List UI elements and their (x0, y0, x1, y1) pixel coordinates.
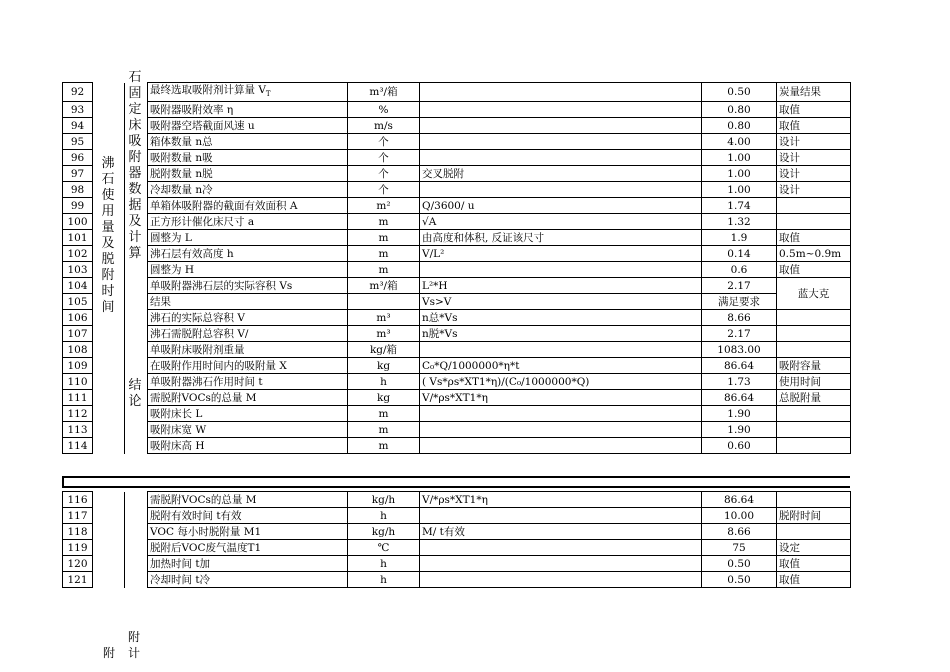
table-row (63, 214, 851, 230)
value-cell[interactable]: 1083.00 (702, 342, 777, 358)
description-cell[interactable]: 吸附床高 H (148, 438, 348, 454)
group-cell-1[interactable] (93, 422, 125, 438)
row-number[interactable]: 114 (63, 438, 93, 454)
note-cell[interactable]: 取值 (777, 572, 851, 588)
group-cell-1[interactable] (93, 358, 125, 374)
description-cell[interactable]: 吸附床宽 W (148, 422, 348, 438)
table-row (63, 83, 851, 102)
group-cell-2[interactable] (125, 294, 148, 310)
group-cell-2[interactable] (125, 556, 148, 572)
description-cell[interactable]: 需脱附VOCs的总量 M (148, 390, 348, 406)
formula-cell[interactable] (420, 118, 702, 134)
value-cell[interactable]: 8.66 (702, 524, 777, 540)
formula-cell[interactable] (420, 150, 702, 166)
unit-cell[interactable]: m (348, 214, 420, 230)
value-cell[interactable]: 0.6 (702, 262, 777, 278)
table-row (63, 406, 851, 422)
row-number[interactable]: 94 (63, 118, 93, 134)
description-cell[interactable]: 沸石的实际总容积 V (148, 310, 348, 326)
value-cell[interactable]: 86.64 (702, 492, 777, 508)
formula-cell[interactable]: M/ t有效 (420, 524, 702, 540)
table-row (63, 326, 851, 342)
row-number[interactable]: 121 (63, 572, 93, 588)
formula-cell[interactable]: 由高度和体积, 反证该尺寸 (420, 230, 702, 246)
row-number[interactable]: 100 (63, 214, 93, 230)
unit-cell[interactable]: kg (348, 390, 420, 406)
group-cell-2[interactable] (125, 262, 148, 278)
table-row (63, 310, 851, 326)
formula-cell[interactable] (420, 406, 702, 422)
formula-cell[interactable]: Vs>V (420, 294, 702, 310)
row-number[interactable]: 99 (63, 198, 93, 214)
group-cell-2[interactable] (125, 342, 148, 358)
value-cell[interactable]: 75 (702, 540, 777, 556)
unit-cell[interactable]: kg/h (348, 492, 420, 508)
group-cell-1[interactable] (93, 342, 125, 358)
group-cell-1[interactable] (93, 102, 125, 118)
unit-cell[interactable]: kg/h (348, 524, 420, 540)
table-row (63, 358, 851, 374)
description-cell[interactable]: 沸石层有效高度 h (148, 246, 348, 262)
unit-cell[interactable]: m (348, 246, 420, 262)
row-number[interactable]: 105 (63, 294, 93, 310)
value-cell[interactable]: 1.32 (702, 214, 777, 230)
note-cell[interactable] (777, 438, 851, 454)
value-cell[interactable]: 0.50 (702, 572, 777, 588)
row-number[interactable]: 112 (63, 406, 93, 422)
description-cell[interactable]: VOC 每小时脱附量 M1 (148, 524, 348, 540)
description-cell[interactable]: 单吸附器沸石作用时间 t (148, 374, 348, 390)
unit-cell[interactable]: h (348, 374, 420, 390)
formula-cell[interactable] (420, 422, 702, 438)
row-number[interactable]: 119 (63, 540, 93, 556)
formula-cell[interactable]: 交叉脱附 (420, 166, 702, 182)
value-cell[interactable]: 1.00 (702, 182, 777, 198)
row-number[interactable]: 106 (63, 310, 93, 326)
note-cell[interactable] (777, 342, 851, 358)
note-cell[interactable]: 设定 (777, 540, 851, 556)
description-cell[interactable]: 单吸附床吸附剂重量 (148, 342, 348, 358)
group-cell-2[interactable] (125, 540, 148, 556)
unit-cell[interactable]: kg (348, 358, 420, 374)
row-number[interactable]: 95 (63, 134, 93, 150)
footer-char-3: 计 (128, 646, 141, 660)
table-row (63, 508, 851, 524)
formula-cell[interactable] (420, 540, 702, 556)
row-number[interactable]: 103 (63, 262, 93, 278)
note-cell[interactable]: 取值 (777, 118, 851, 134)
value-cell[interactable]: 8.66 (702, 310, 777, 326)
description-cell[interactable]: 圆整为 L (148, 230, 348, 246)
value-cell[interactable]: 满足要求 (702, 294, 777, 310)
group-cell-1[interactable] (93, 390, 125, 406)
description-cell[interactable]: 沸石需脱附总容积 V/ (148, 326, 348, 342)
note-cell[interactable]: 设计 (777, 166, 851, 182)
note-cell[interactable] (777, 326, 851, 342)
row-number[interactable]: 102 (63, 246, 93, 262)
note-cell[interactable] (777, 422, 851, 438)
table-row (63, 374, 851, 390)
value-cell[interactable]: 0.14 (702, 246, 777, 262)
group-cell-1[interactable] (93, 438, 125, 454)
formula-cell[interactable] (420, 83, 702, 102)
group-cell-2[interactable] (125, 422, 148, 438)
note-cell[interactable]: 使用时间 (777, 374, 851, 390)
note-cell[interactable] (777, 310, 851, 326)
table-row (63, 390, 851, 406)
table-row (63, 492, 851, 508)
note-cell[interactable]: 取值 (777, 262, 851, 278)
value-cell[interactable]: 86.64 (702, 390, 777, 406)
description-cell[interactable]: 吸附数量 n吸 (148, 150, 348, 166)
row-number[interactable]: 109 (63, 358, 93, 374)
unit-cell[interactable]: m³/箱 (348, 83, 420, 102)
formula-cell[interactable] (420, 134, 702, 150)
table-row (63, 524, 851, 540)
group-cell-1[interactable] (93, 406, 125, 422)
formula-cell[interactable]: ( Vs*ρs*XT1*η)/(C₀/1000000*Q) (420, 374, 702, 390)
group-cell-1[interactable] (93, 492, 125, 508)
row-number[interactable]: 101 (63, 230, 93, 246)
group-cell-1[interactable] (93, 134, 125, 150)
description-text: 最终选取吸附剂计算量 V (150, 84, 266, 96)
description-cell[interactable]: 单箱体吸附器的截面有效面积 A (148, 198, 348, 214)
unit-cell[interactable]: % (348, 102, 420, 118)
unit-cell[interactable]: h (348, 556, 420, 572)
description-cell[interactable]: 需脱附VOCs的总量 M (148, 492, 348, 508)
table-row (63, 278, 851, 294)
row-number[interactable]: 104 (63, 278, 93, 294)
row-number[interactable]: 108 (63, 342, 93, 358)
group-label-zeolite-text: 沸 石 使 用 量 及 脱 附 时 间 (101, 156, 115, 315)
note-cell[interactable] (777, 406, 851, 422)
group-cell-1[interactable] (93, 572, 125, 588)
value-cell[interactable]: 1.9 (702, 230, 777, 246)
value-cell[interactable]: 10.00 (702, 508, 777, 524)
note-cell[interactable] (777, 524, 851, 540)
formula-cell[interactable]: L²*H (420, 278, 702, 294)
note-cell[interactable]: 取值 (777, 230, 851, 246)
value-cell[interactable]: 2.17 (702, 278, 777, 294)
value-cell[interactable]: 1.90 (702, 406, 777, 422)
value-cell[interactable]: 2.17 (702, 326, 777, 342)
note-cell[interactable] (777, 198, 851, 214)
group-cell-2[interactable] (125, 492, 148, 508)
table-row (63, 342, 851, 358)
description-cell[interactable] (148, 83, 348, 102)
row-number[interactable]: 116 (63, 492, 93, 508)
note-cell[interactable]: 设计 (777, 182, 851, 198)
unit-cell[interactable]: 个 (348, 182, 420, 198)
description-cell[interactable]: 结果 (148, 294, 348, 310)
value-cell[interactable]: 0.80 (702, 118, 777, 134)
row-number[interactable]: 107 (63, 326, 93, 342)
unit-cell[interactable]: 个 (348, 166, 420, 182)
group-label-conclusion (127, 378, 143, 410)
description-cell[interactable]: 冷却数量 n冷 (148, 182, 348, 198)
group-cell-2[interactable] (125, 326, 148, 342)
formula-cell[interactable]: n总*Vs (420, 310, 702, 326)
value-cell[interactable]: 0.60 (702, 438, 777, 454)
table-row (63, 166, 851, 182)
formula-cell[interactable]: n脱*Vs (420, 326, 702, 342)
unit-cell[interactable]: 个 (348, 150, 420, 166)
formula-cell[interactable] (420, 572, 702, 588)
unit-cell[interactable]: m² (348, 198, 420, 214)
table-row (63, 438, 851, 454)
formula-cell[interactable] (420, 182, 702, 198)
value-cell[interactable]: 4.00 (702, 134, 777, 150)
formula-cell[interactable]: V/L² (420, 246, 702, 262)
group-cell-1[interactable] (93, 508, 125, 524)
note-cell[interactable]: 脱附时间 (777, 508, 851, 524)
group-label-conclusion-text: 结 论 (128, 378, 142, 409)
unit-cell[interactable]: m (348, 230, 420, 246)
group-cell-1[interactable] (93, 556, 125, 572)
value-cell[interactable]: 86.64 (702, 358, 777, 374)
unit-cell[interactable] (348, 294, 420, 310)
table-row (63, 540, 851, 556)
description-cell[interactable]: 单吸附器沸石层的实际容积 Vs (148, 278, 348, 294)
formula-cell[interactable] (420, 438, 702, 454)
group-cell-1[interactable] (93, 524, 125, 540)
unit-cell[interactable]: ℃ (348, 540, 420, 556)
group-cell-2[interactable] (125, 524, 148, 540)
description-cell[interactable]: 在吸附作用时间内的吸附量 X (148, 358, 348, 374)
group-cell-1[interactable] (93, 326, 125, 342)
row-number[interactable]: 97 (63, 166, 93, 182)
group-cell-2[interactable] (125, 572, 148, 588)
description-cell[interactable]: 冷却时间 t冷 (148, 572, 348, 588)
row-number[interactable]: 92 (63, 83, 93, 102)
calc-table-top (62, 82, 851, 454)
description-cell[interactable]: 脱附有效时间 t有效 (148, 508, 348, 524)
table-row (63, 150, 851, 166)
group-label-fixed-bed-text: 石 固 定 床 吸 附 器 数 据 及 计 算 (128, 70, 142, 261)
note-cell[interactable]: 设计 (777, 150, 851, 166)
formula-cell[interactable]: V/*ρs*XT1*η (420, 390, 702, 406)
group-cell-2[interactable] (125, 278, 148, 294)
description-cell[interactable]: 吸附器空塔截面风速 u (148, 118, 348, 134)
description-subscript: T (265, 90, 271, 99)
row-number[interactable]: 110 (63, 374, 93, 390)
unit-cell[interactable]: kg/箱 (348, 342, 420, 358)
note-cell[interactable]: 0.5m~0.9m (777, 246, 851, 262)
formula-cell[interactable] (420, 102, 702, 118)
value-cell[interactable]: 1.90 (702, 422, 777, 438)
description-cell[interactable]: 箱体数量 n总 (148, 134, 348, 150)
formula-cell[interactable] (420, 556, 702, 572)
unit-cell[interactable]: m³/箱 (348, 278, 420, 294)
table-row (63, 198, 851, 214)
table-row (63, 422, 851, 438)
note-cell[interactable]: 吸附容量 (777, 358, 851, 374)
table-row (63, 572, 851, 588)
group-cell-1[interactable] (93, 374, 125, 390)
table-row (63, 102, 851, 118)
table-row (63, 230, 851, 246)
merged-note-cell[interactable]: 蓝大克 (777, 278, 851, 310)
note-cell[interactable]: 炭量结果 (777, 83, 851, 102)
value-cell[interactable]: 1.74 (702, 198, 777, 214)
formula-cell[interactable] (420, 342, 702, 358)
group-cell-2[interactable] (125, 310, 148, 326)
description-cell[interactable]: 正方形计催化床尺寸 a (148, 214, 348, 230)
value-cell[interactable]: 0.50 (702, 556, 777, 572)
footer-char-1: 附 (128, 630, 141, 644)
formula-cell[interactable] (420, 508, 702, 524)
row-number[interactable]: 118 (63, 524, 93, 540)
note-cell[interactable]: 总脱附量 (777, 390, 851, 406)
unit-cell[interactable]: 个 (348, 134, 420, 150)
formula-cell[interactable]: C₀*Q/1000000*η*t (420, 358, 702, 374)
table-row (63, 246, 851, 262)
group-cell-1[interactable] (93, 540, 125, 556)
row-number[interactable]: 111 (63, 390, 93, 406)
row-number[interactable]: 93 (63, 102, 93, 118)
note-cell[interactable] (777, 492, 851, 508)
group-cell-2[interactable] (125, 508, 148, 524)
unit-cell[interactable]: m³ (348, 326, 420, 342)
group-label-fixed-bed (127, 70, 143, 262)
row-number[interactable]: 120 (63, 556, 93, 572)
group-cell-1[interactable] (93, 83, 125, 102)
value-cell[interactable]: 0.80 (702, 102, 777, 118)
value-cell[interactable]: 1.73 (702, 374, 777, 390)
table-row (63, 556, 851, 572)
unit-cell[interactable]: m (348, 406, 420, 422)
table-row (63, 118, 851, 134)
unit-cell[interactable]: m (348, 262, 420, 278)
table-row (63, 182, 851, 198)
table-row (63, 262, 851, 278)
note-cell[interactable] (777, 214, 851, 230)
unit-cell[interactable]: h (348, 572, 420, 588)
group-cell-2[interactable] (125, 438, 148, 454)
formula-cell[interactable] (420, 262, 702, 278)
group-label-zeolite (100, 156, 116, 316)
formula-cell[interactable]: V/*ρs*XT1*η (420, 492, 702, 508)
formula-cell[interactable]: Q/3600/ u (420, 198, 702, 214)
calc-table-bottom (62, 491, 851, 588)
note-cell[interactable]: 设计 (777, 134, 851, 150)
row-number[interactable]: 98 (63, 182, 93, 198)
description-cell[interactable]: 脱附后VOC废气温度T1 (148, 540, 348, 556)
formula-cell[interactable]: √A (420, 214, 702, 230)
table-row (63, 294, 851, 310)
value-cell[interactable]: 0.50 (702, 83, 777, 102)
unit-cell[interactable]: m³ (348, 310, 420, 326)
value-cell[interactable]: 1.00 (702, 150, 777, 166)
row-number[interactable]: 113 (63, 422, 93, 438)
note-cell[interactable]: 取值 (777, 556, 851, 572)
group-cell-2[interactable] (125, 358, 148, 374)
group-cell-1[interactable] (93, 118, 125, 134)
footer-char-2: 附 (103, 646, 116, 660)
unit-cell[interactable]: h (348, 508, 420, 524)
unit-cell[interactable]: m/s (348, 118, 420, 134)
description-cell[interactable]: 脱附数量 n脱 (148, 166, 348, 182)
unit-cell[interactable]: m (348, 438, 420, 454)
row-number[interactable]: 117 (63, 508, 93, 524)
description-cell[interactable]: 加热时间 t加 (148, 556, 348, 572)
value-cell[interactable]: 1.00 (702, 166, 777, 182)
row-115-separator (62, 476, 850, 488)
description-cell[interactable]: 吸附床长 L (148, 406, 348, 422)
table-row (63, 134, 851, 150)
description-cell[interactable]: 圆整为 H (148, 262, 348, 278)
row-number[interactable]: 96 (63, 150, 93, 166)
unit-cell[interactable]: m (348, 422, 420, 438)
note-cell[interactable]: 取值 (777, 102, 851, 118)
description-cell[interactable]: 吸附器吸附效率 η (148, 102, 348, 118)
